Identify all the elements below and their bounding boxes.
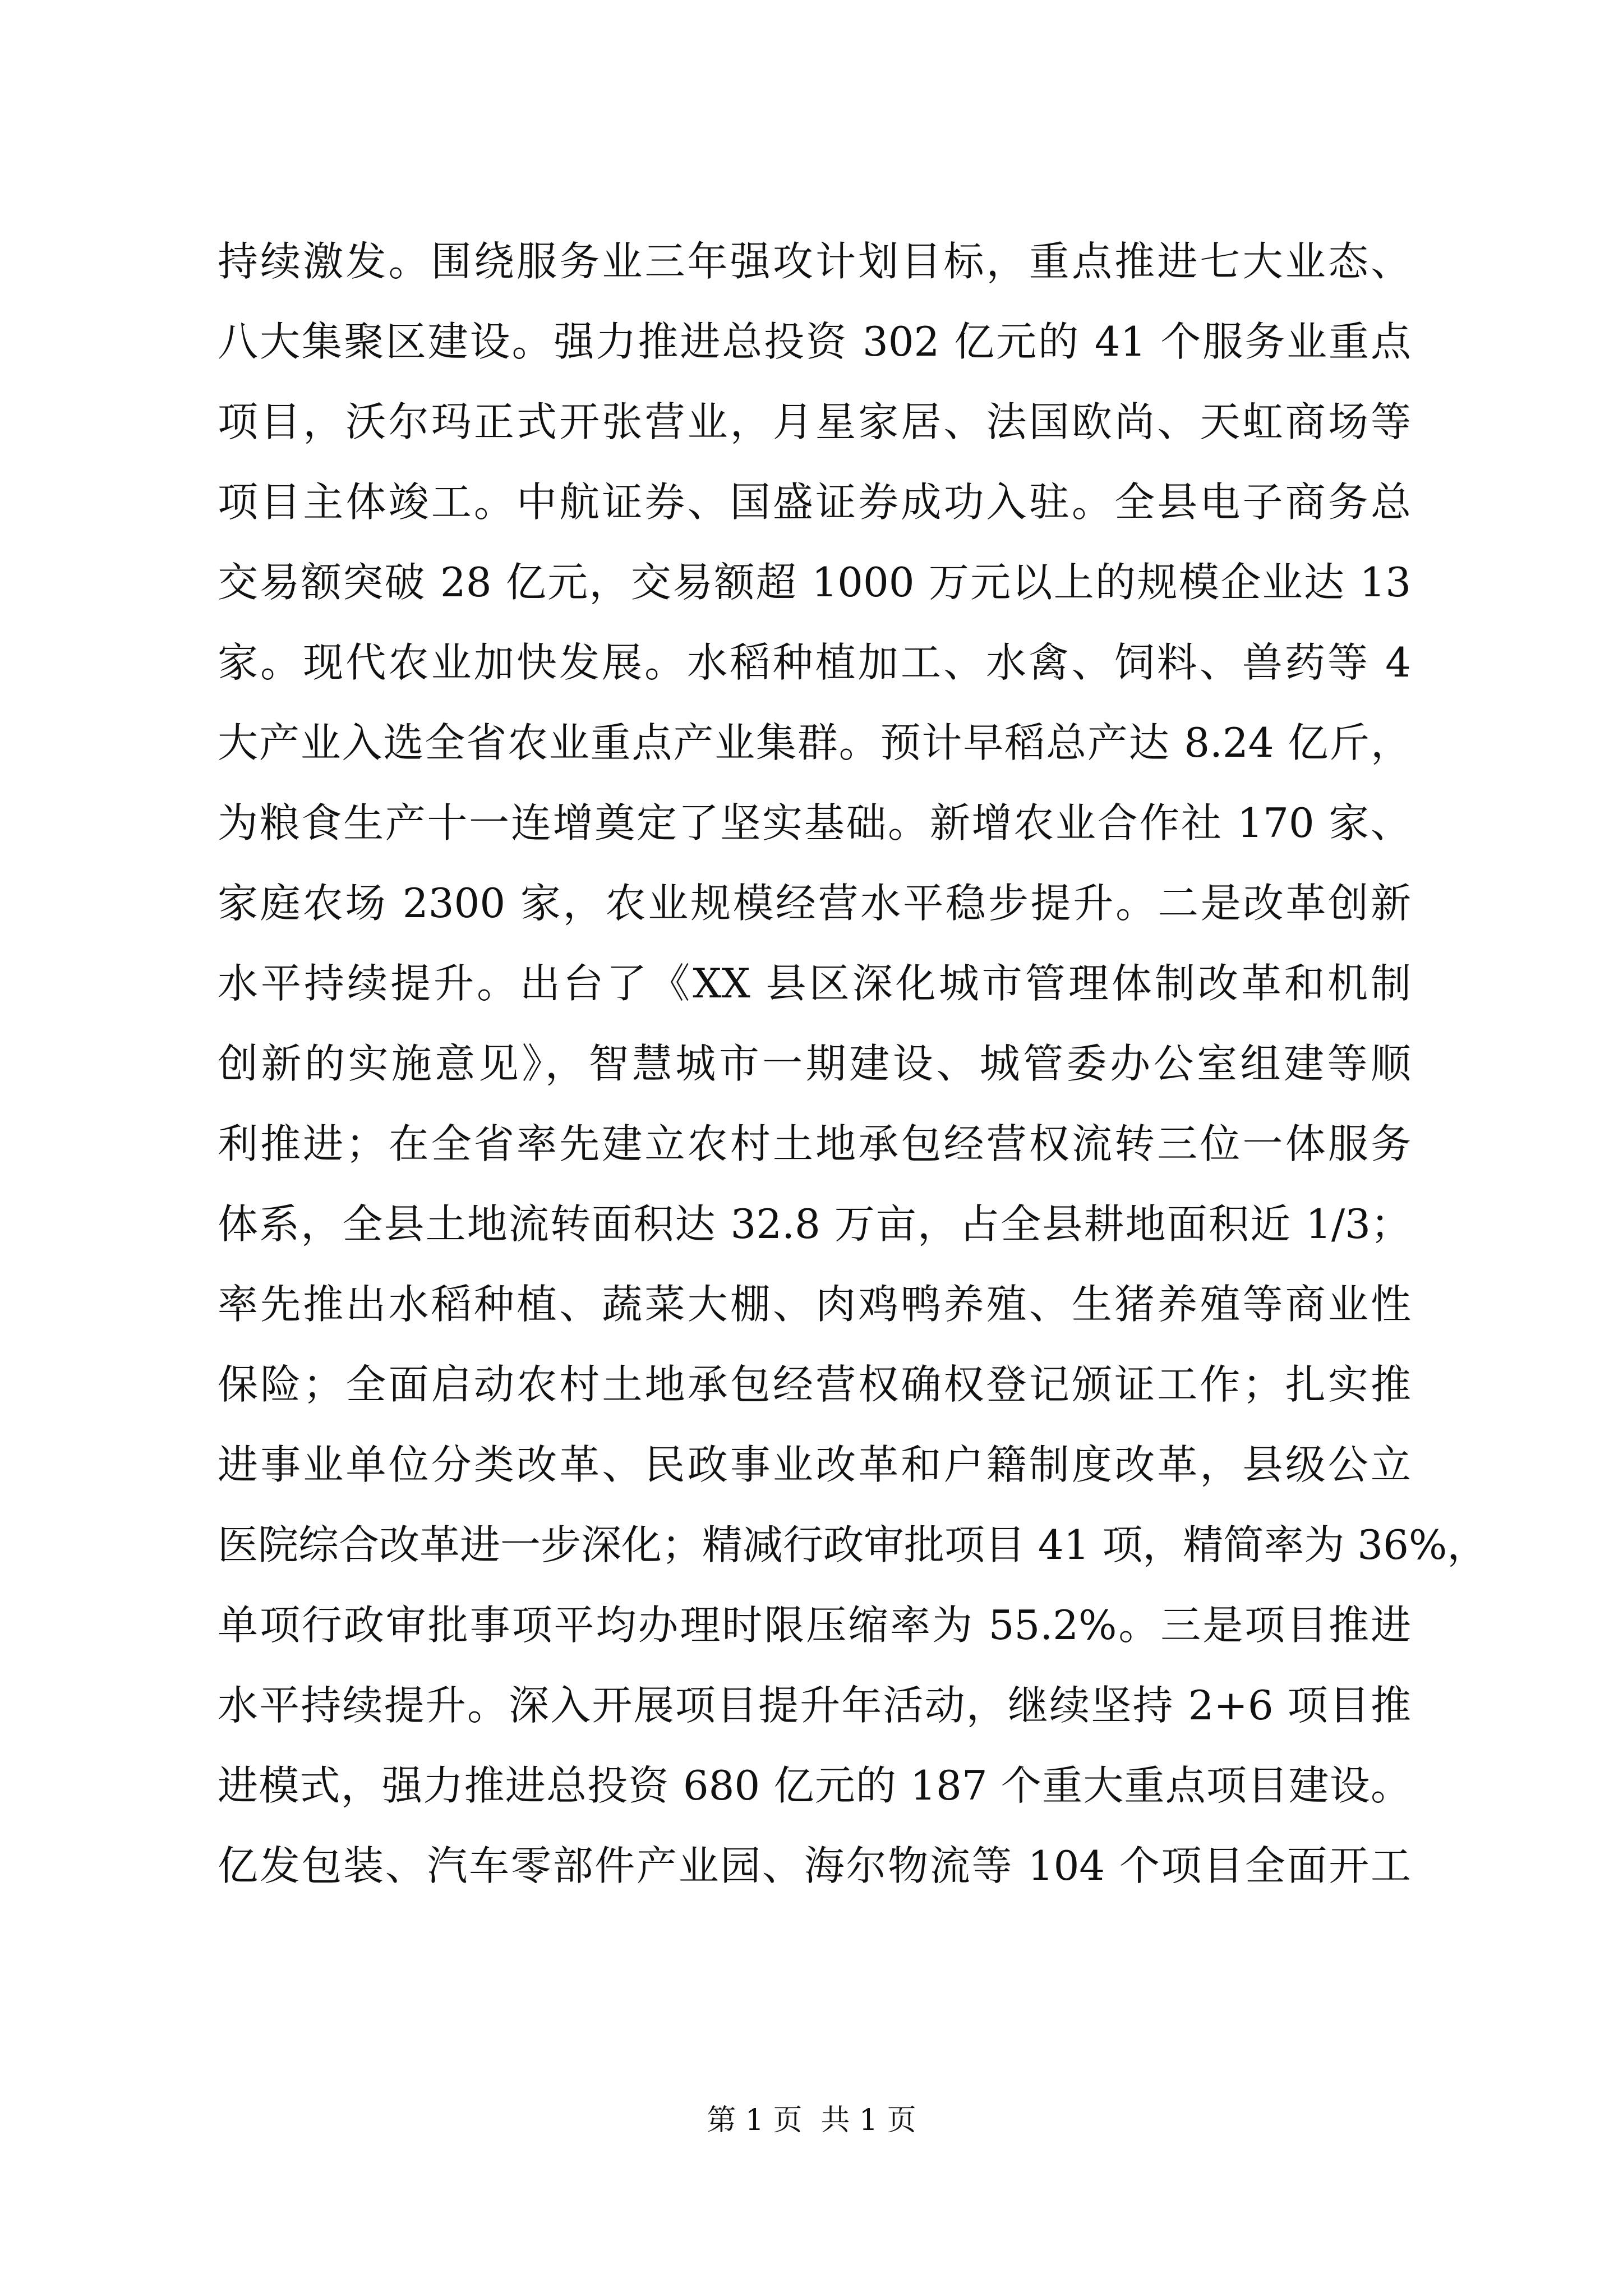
text-line: 利推进；在全省率先建立农村土地承包经营权流转三位一体服务 — [218, 1120, 1411, 1167]
body-text — [218, 222, 1488, 1906]
text-line: 交易额突破 28 亿元，交易额超 1000 万元以上的规模企业达 13 — [218, 559, 1411, 606]
text-line: 项目主体竣工。中航证券、国盛证券成功入驻。全县电子商务总 — [218, 478, 1411, 526]
text-line: 水平持续提升。出台了《XX 县区深化城市管理体制改革和机制 — [218, 960, 1411, 1007]
text-line: 项目，沃尔玛正式开张营业，月星家居、法国欧尚、天虹商场等 — [218, 398, 1411, 445]
text-line: 进模式，强力推进总投资 680 亿元的 187 个重大重点项目建设。 — [218, 1762, 1411, 1809]
text-line: 家庭农场 2300 家，农业规模经营水平稳步提升。二是改革创新 — [218, 880, 1411, 927]
text-line: 亿发包装、汽车零部件产业园、海尔物流等 104 个项目全面开工 — [218, 1842, 1411, 1889]
text-line: 持续激发。围绕服务业三年强攻计划目标，重点推进七大业态、 — [218, 238, 1411, 285]
text-line: 医院综合改革进一步深化；精减行政审批项目 41 项，精简率为 36%， — [218, 1521, 1488, 1568]
text-line: 率先推出水稻种植、蔬菜大棚、肉鸡鸭养殖、生猪养殖等商业性 — [218, 1281, 1411, 1328]
text-line: 进事业单位分类改革、民政事业改革和户籍制度改革，县级公立 — [218, 1441, 1411, 1488]
text-line: 创新的实施意见》，智慧城市一期建设、城管委办公室组建等顺 — [218, 1040, 1411, 1087]
text-line: 体系，全县土地流转面积达 32.8 万亩，占全县耕地面积近 1/3； — [218, 1200, 1411, 1248]
text-line: 大产业入选全省农业重点产业集群。预计早稻总产达 8.24 亿斤， — [218, 719, 1411, 766]
page-footer: 第 1 页 共 1 页 — [707, 2104, 916, 2137]
text-line: 八大集聚区建设。强力推进总投资 302 亿元的 41 个服务业重点 — [218, 318, 1411, 365]
text-line: 保险；全面启动农村土地承包经营权确权登记颁证工作；扎实推 — [218, 1361, 1411, 1408]
text-line: 水平持续提升。深入开展项目提升年活动，继续坚持 2+6 项目推 — [218, 1682, 1411, 1729]
text-line: 为粮食生产十一连增奠定了坚实基础。新增农业合作社 170 家、 — [218, 799, 1411, 846]
text-line: 单项行政审批事项平均办理时限压缩率为 55.2%。三是项目推进 — [218, 1602, 1411, 1649]
text-line: 家。现代农业加快发展。水稻种植加工、水禽、饲料、兽药等 4 — [218, 639, 1411, 686]
